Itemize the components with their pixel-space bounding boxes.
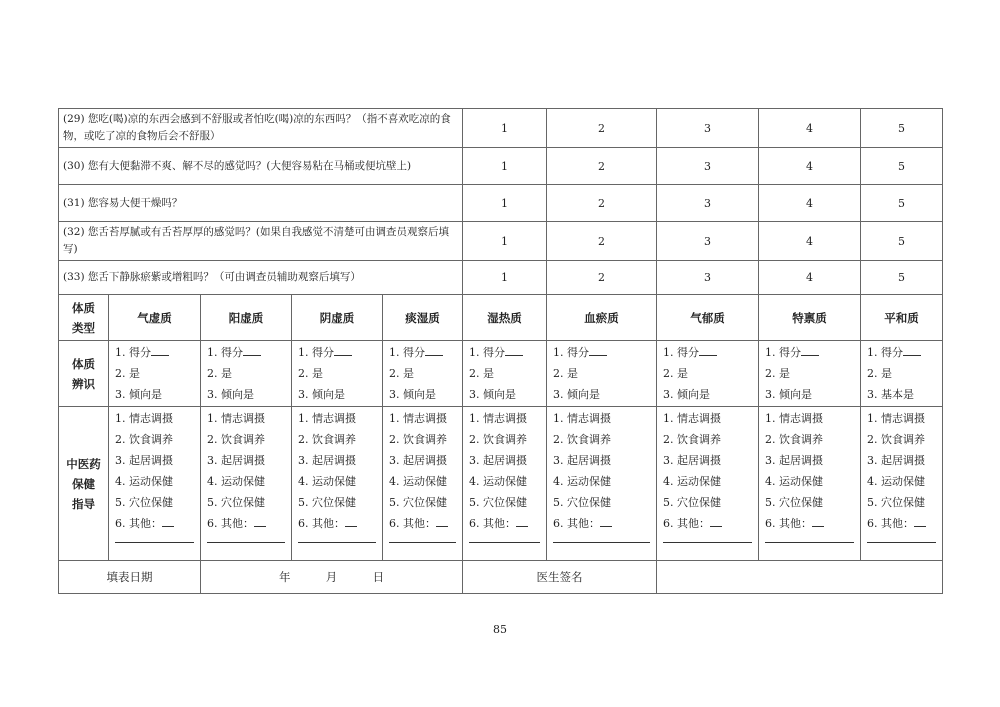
guidance-option[interactable]: 6. 其他： (298, 517, 345, 530)
constitution-form (58, 108, 942, 594)
guidance-option[interactable]: 5. 穴位保健 (298, 496, 356, 509)
guidance-option[interactable]: 6. 其他： (553, 517, 601, 530)
guidance-option[interactable]: 1. 情志调摄 (867, 412, 926, 425)
type-row-label: 体质 类型 (59, 295, 109, 341)
other-line[interactable] (553, 534, 650, 543)
score-label: 1. 得分 (867, 346, 904, 359)
guidance-cell (292, 407, 383, 561)
score-option[interactable]: 4 (759, 148, 861, 185)
guidance-option[interactable]: 6. 其他： (663, 517, 711, 530)
tendency-option[interactable]: 3. 倾向是 (298, 388, 345, 401)
tcm-guidance-row (59, 407, 943, 561)
guidance-option[interactable]: 5. 穴位保健 (207, 496, 265, 509)
basically-yes-option[interactable]: 3. 基本是 (867, 388, 915, 401)
identify-cell (201, 341, 292, 407)
guidance-option[interactable]: 5. 穴位保健 (663, 496, 722, 509)
tendency-option[interactable]: 3. 倾向是 (663, 388, 711, 401)
identify-cell (109, 341, 201, 407)
guidance-option[interactable]: 6. 其他： (867, 517, 915, 530)
guidance-option[interactable]: 3. 起居调摄 (207, 454, 265, 467)
guidance-option[interactable]: 3. 起居调摄 (298, 454, 356, 467)
other-blank[interactable] (345, 515, 357, 527)
yes-option[interactable]: 2. 是 (298, 367, 323, 380)
other-line[interactable] (867, 534, 936, 543)
score-option[interactable]: 5 (861, 185, 943, 222)
guidance-option[interactable]: 1. 情志调摄 (469, 412, 528, 425)
score-label: 1. 得分 (298, 346, 334, 359)
guidance-option[interactable]: 2. 饮食调养 (765, 433, 824, 446)
score-option[interactable]: 1 (463, 261, 547, 295)
score-option[interactable]: 1 (463, 222, 547, 261)
tendency-option[interactable]: 3. 倾向是 (115, 388, 162, 401)
yes-option[interactable]: 2. 是 (115, 367, 140, 380)
yes-option[interactable]: 2. 是 (389, 367, 414, 380)
identify-cell (547, 341, 657, 407)
score-label: 1. 得分 (765, 346, 802, 359)
identify-cell (759, 341, 861, 407)
score-blank[interactable] (425, 344, 443, 356)
question-row (59, 222, 943, 261)
question-text: (29) 您吃(喝)凉的东西会感到不舒服或者怕吃(喝)凉的东西吗？（指不喜欢吃凉的食物，或吃了凉的食物后会不舒服） (59, 109, 463, 148)
score-option[interactable]: 5 (861, 222, 943, 261)
constitution-identify-row (59, 341, 943, 407)
other-blank[interactable] (914, 515, 926, 527)
yes-option[interactable]: 2. 是 (553, 367, 579, 380)
guidance-option[interactable]: 4. 运动保健 (207, 475, 265, 488)
guidance-option[interactable]: 2. 饮食调养 (389, 433, 447, 446)
yes-option[interactable]: 2. 是 (663, 367, 689, 380)
question-text: (30) 您有大便黏滞不爽、解不尽的感觉吗？(大便容易粘在马桶或便坑壁上) (59, 148, 463, 185)
score-label: 1. 得分 (207, 346, 243, 359)
guidance-option[interactable]: 1. 情志调摄 (389, 412, 447, 425)
yes-option[interactable]: 2. 是 (765, 367, 791, 380)
score-option[interactable]: 2 (547, 222, 657, 261)
guidance-option[interactable]: 5. 穴位保健 (553, 496, 612, 509)
fill-date-label: 填表日期 (59, 561, 201, 594)
guidance-cell (201, 407, 292, 561)
guidance-option[interactable]: 5. 穴位保健 (765, 496, 824, 509)
year-label: 年 (278, 570, 291, 584)
tendency-option[interactable]: 3. 倾向是 (389, 388, 436, 401)
other-blank[interactable] (254, 515, 266, 527)
guidance-option[interactable]: 1. 情志调摄 (663, 412, 722, 425)
question-text: (33) 您舌下静脉瘀紫或增粗吗？（可由调查员辅助观察后填写） (59, 261, 463, 295)
guidance-option[interactable]: 4. 运动保健 (389, 475, 447, 488)
score-option[interactable]: 5 (861, 148, 943, 185)
yes-option[interactable]: 2. 是 (207, 367, 232, 380)
other-line[interactable] (115, 534, 194, 543)
other-blank[interactable] (436, 515, 448, 527)
score-option[interactable]: 4 (759, 261, 861, 295)
guidance-option[interactable]: 4. 运动保健 (115, 475, 173, 488)
other-line[interactable] (469, 534, 540, 543)
guidance-option[interactable]: 4. 运动保健 (553, 475, 612, 488)
guidance-option[interactable]: 6. 其他： (469, 517, 517, 530)
guidance-cell (109, 407, 201, 561)
score-option[interactable]: 3 (657, 148, 759, 185)
type-qixu: 气虚质 (109, 295, 201, 341)
other-line[interactable] (207, 534, 285, 543)
type-qiyu: 气郁质 (657, 295, 759, 341)
score-blank[interactable] (589, 344, 607, 356)
type-pinghe: 平和质 (861, 295, 943, 341)
guidance-cell (463, 407, 547, 561)
identify-cell (463, 341, 547, 407)
guidance-option[interactable]: 2. 饮食调养 (553, 433, 612, 446)
question-row (59, 185, 943, 222)
score-option[interactable]: 1 (463, 185, 547, 222)
score-blank[interactable] (903, 344, 921, 356)
questionnaire-table (58, 108, 943, 594)
tendency-option[interactable]: 3. 倾向是 (469, 388, 517, 401)
day-label: 日 (372, 570, 385, 584)
guidance-cell (861, 407, 943, 561)
type-yinxu: 阴虚质 (292, 295, 383, 341)
tendency-option[interactable]: 3. 倾向是 (553, 388, 601, 401)
identify-row-label: 体质 辨识 (59, 341, 109, 407)
guidance-option[interactable]: 2. 饮食调养 (207, 433, 265, 446)
other-line[interactable] (765, 534, 854, 543)
score-option[interactable]: 4 (759, 109, 861, 148)
question-text: (31) 您容易大便干燥吗？ (59, 185, 463, 222)
guidance-option[interactable]: 6. 其他： (115, 517, 162, 530)
question-row (59, 148, 943, 185)
score-option[interactable]: 2 (547, 109, 657, 148)
score-option[interactable]: 5 (861, 261, 943, 295)
score-option[interactable]: 2 (547, 148, 657, 185)
guidance-option[interactable]: 3. 起居调摄 (765, 454, 824, 467)
score-label: 1. 得分 (663, 346, 700, 359)
guidance-cell (759, 407, 861, 561)
other-line[interactable] (298, 534, 376, 543)
type-yangxu: 阳虚质 (201, 295, 292, 341)
score-option[interactable]: 1 (463, 148, 547, 185)
guidance-cell (383, 407, 463, 561)
footer-row (59, 561, 943, 594)
guidance-option[interactable]: 4. 运动保健 (765, 475, 824, 488)
guidance-option[interactable]: 6. 其他： (207, 517, 254, 530)
score-blank[interactable] (699, 344, 717, 356)
type-tebing: 特禀质 (759, 295, 861, 341)
guidance-option[interactable]: 4. 运动保健 (469, 475, 528, 488)
guidance-option[interactable]: 2. 饮食调养 (867, 433, 926, 446)
guidance-option[interactable]: 1. 情志调摄 (553, 412, 612, 425)
type-xueyu: 血瘀质 (547, 295, 657, 341)
guidance-option[interactable]: 4. 运动保健 (867, 475, 926, 488)
score-label: 1. 得分 (469, 346, 506, 359)
guidance-option[interactable]: 3. 起居调摄 (115, 454, 173, 467)
other-blank[interactable] (162, 515, 174, 527)
score-option[interactable]: 4 (759, 185, 861, 222)
guidance-option[interactable]: 5. 穴位保健 (389, 496, 447, 509)
question-row (59, 261, 943, 295)
score-blank[interactable] (334, 344, 352, 356)
guidance-option[interactable]: 3. 起居调摄 (553, 454, 612, 467)
constitution-type-row (59, 295, 943, 341)
score-option[interactable]: 3 (657, 261, 759, 295)
type-shire: 湿热质 (463, 295, 547, 341)
fill-date-field[interactable] (201, 561, 463, 594)
guidance-option[interactable]: 2. 饮食调养 (663, 433, 722, 446)
guidance-option[interactable]: 3. 起居调摄 (389, 454, 447, 467)
yes-option[interactable]: 2. 是 (469, 367, 495, 380)
guidance-option[interactable]: 2. 饮食调养 (298, 433, 356, 446)
score-option[interactable]: 4 (759, 222, 861, 261)
score-option[interactable]: 3 (657, 185, 759, 222)
guidance-option[interactable]: 2. 饮食调养 (469, 433, 528, 446)
score-option[interactable]: 2 (547, 261, 657, 295)
other-blank[interactable] (812, 515, 824, 527)
score-option[interactable]: 2 (547, 185, 657, 222)
guidance-option[interactable]: 1. 情志调摄 (207, 412, 265, 425)
guidance-option[interactable]: 1. 情志调摄 (765, 412, 824, 425)
guidance-option[interactable]: 1. 情志调摄 (298, 412, 356, 425)
tendency-option[interactable]: 3. 倾向是 (765, 388, 813, 401)
guidance-option[interactable]: 1. 情志调摄 (115, 412, 173, 425)
score-label: 1. 得分 (553, 346, 590, 359)
guidance-option[interactable]: 5. 穴位保健 (867, 496, 926, 509)
other-blank[interactable] (710, 515, 722, 527)
other-blank[interactable] (516, 515, 528, 527)
other-blank[interactable] (600, 515, 612, 527)
score-blank[interactable] (243, 344, 261, 356)
guidance-option[interactable]: 5. 穴位保健 (115, 496, 173, 509)
guidance-option[interactable]: 4. 运动保健 (298, 475, 356, 488)
score-blank[interactable] (801, 344, 819, 356)
score-blank[interactable] (505, 344, 523, 356)
guidance-cell (657, 407, 759, 561)
score-option[interactable]: 3 (657, 222, 759, 261)
guidance-option[interactable]: 5. 穴位保健 (469, 496, 528, 509)
guidance-row-label: 中医药 保健 指导 (59, 407, 109, 561)
identify-cell (292, 341, 383, 407)
score-option[interactable]: 3 (657, 109, 759, 148)
guidance-option[interactable]: 3. 起居调摄 (469, 454, 528, 467)
page-number: 85 (493, 623, 507, 636)
guidance-option[interactable]: 3. 起居调摄 (663, 454, 722, 467)
guidance-option[interactable]: 6. 其他： (389, 517, 436, 530)
guidance-option[interactable]: 6. 其他： (765, 517, 813, 530)
guidance-option[interactable]: 4. 运动保健 (663, 475, 722, 488)
guidance-cell (547, 407, 657, 561)
score-option[interactable]: 1 (463, 109, 547, 148)
score-option[interactable]: 5 (861, 109, 943, 148)
score-label: 1. 得分 (389, 346, 425, 359)
identify-cell (657, 341, 759, 407)
question-row (59, 109, 943, 148)
other-line[interactable] (663, 534, 752, 543)
month-label: 月 (325, 570, 338, 584)
guidance-option[interactable]: 2. 饮食调养 (115, 433, 173, 446)
tendency-option[interactable]: 3. 倾向是 (207, 388, 254, 401)
doctor-signature-label: 医生签名 (463, 561, 657, 594)
identify-cell (861, 341, 943, 407)
doctor-signature-field[interactable] (657, 561, 943, 594)
type-tanshi: 痰湿质 (383, 295, 463, 341)
identify-cell (383, 341, 463, 407)
score-blank[interactable] (151, 344, 169, 356)
other-line[interactable] (389, 534, 456, 543)
yes-option[interactable]: 2. 是 (867, 367, 893, 380)
score-label: 1. 得分 (115, 346, 151, 359)
question-text: (32) 您舌苔厚腻或有舌苔厚厚的感觉吗？(如果自我感觉不清楚可由调查员观察后填写) (59, 222, 463, 261)
guidance-option[interactable]: 3. 起居调摄 (867, 454, 926, 467)
